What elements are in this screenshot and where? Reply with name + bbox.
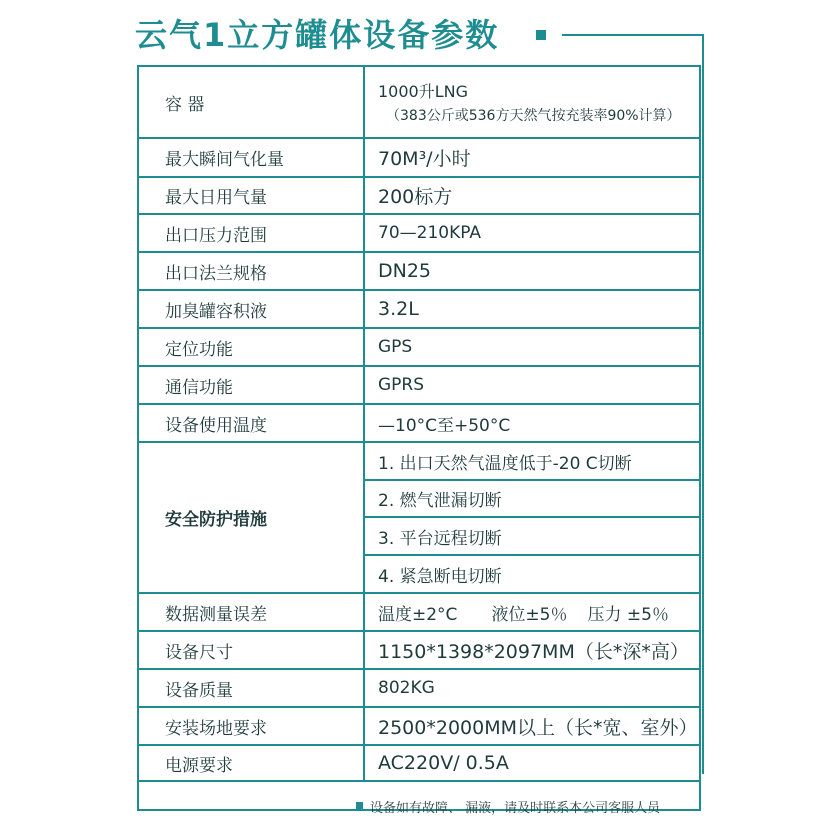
table-row (138, 404, 700, 442)
safety-item: 1. 出口天然气温度低于-20 C切断 (364, 442, 700, 480)
footer-note: 设备如有故障、 漏液，请及时联系本公司客服人员 (370, 801, 661, 816)
row-value: 200标方 (364, 177, 700, 214)
row-value (364, 66, 700, 138)
table-row (138, 328, 700, 366)
error-level: 液位±5％ (491, 604, 568, 625)
error-pressure: 压力 ±5％ (587, 604, 669, 625)
table-row (138, 66, 700, 138)
table-row (138, 177, 700, 214)
error-temperature: 温度±2°C (378, 604, 458, 625)
row-value: 3.2L (364, 290, 700, 328)
row-value: 2500*2000MM以上（长*宽、室外） (364, 707, 700, 745)
table-row (138, 138, 700, 177)
row-label: 安装场地要求 (138, 707, 364, 745)
row-label: 通信功能 (138, 366, 364, 404)
parameter-table (137, 65, 701, 782)
table-row (138, 745, 700, 781)
row-label: 设备尺寸 (138, 631, 364, 669)
table-row (138, 707, 700, 745)
row-label: 设备使用温度 (138, 404, 364, 442)
row-label: 出口法兰规格 (138, 252, 364, 290)
safety-item: 2. 燃气泄漏切断 (364, 480, 700, 517)
title-square-decoration (536, 30, 546, 40)
page-title: 云气1立方罐体设备参数 (135, 16, 500, 54)
row-value: GPRS (364, 366, 700, 404)
safety-item: 4. 紧急断电切断 (364, 555, 700, 593)
row-label: 定位功能 (138, 328, 364, 366)
table-row (138, 214, 700, 252)
safety-label: 安全防护措施 (138, 442, 364, 593)
table-row (138, 290, 700, 328)
table-row (138, 252, 700, 290)
row-label: 最大日用气量 (138, 177, 364, 214)
table-row (138, 366, 700, 404)
row-value: AC220V/ 0.5A (364, 745, 700, 781)
row-label: 容 器 (138, 66, 364, 138)
frame-line-decoration (702, 34, 704, 774)
row-value: 70—210KPA (364, 214, 700, 252)
row-value: GPS (364, 328, 700, 366)
container-value: 1000升LNG (378, 82, 469, 101)
row-value: —10°C至+50°C (364, 404, 700, 442)
container-note: （383公斤或536方天然气按充装率90%计算） (386, 108, 681, 124)
row-value: 1150*1398*2097MM（长*深*高） (364, 631, 700, 669)
row-value (364, 593, 700, 631)
table-row (138, 669, 700, 707)
row-value: DN25 (364, 252, 700, 290)
row-label: 出口压力范围 (138, 214, 364, 252)
title-line-decoration (562, 34, 704, 36)
row-value: 70M³/小时 (364, 138, 700, 177)
row-label: 加臭罐容积液 (138, 290, 364, 328)
row-label: 设备质量 (138, 669, 364, 707)
row-label: 最大瞬间气化量 (138, 138, 364, 177)
table-row (138, 442, 700, 480)
table-row (138, 631, 700, 669)
table-row (138, 593, 700, 631)
row-label: 电源要求 (138, 745, 364, 781)
row-label: 数据测量误差 (138, 593, 364, 631)
footer-square-icon (356, 802, 363, 809)
safety-item: 3. 平台远程切断 (364, 517, 700, 555)
row-value: 802KG (364, 669, 700, 707)
